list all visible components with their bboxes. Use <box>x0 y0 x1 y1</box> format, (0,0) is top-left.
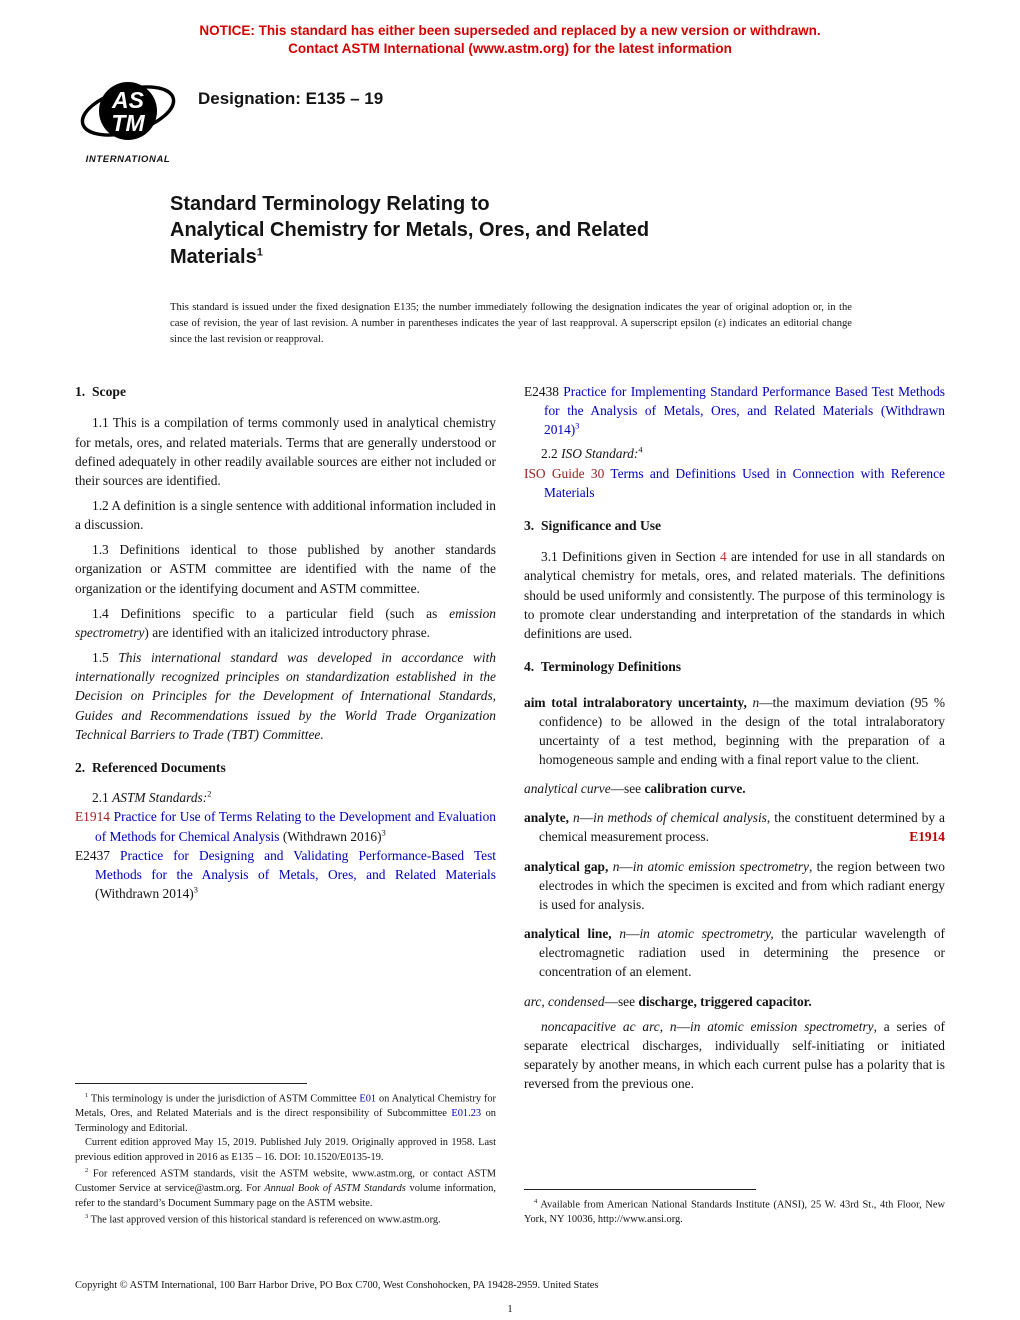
e1914-source-tag[interactable]: E1914 <box>909 829 945 845</box>
footnote-ref-3: 3 <box>193 885 198 895</box>
scope-1-4: 1.4 Definitions specific to a particular field (such as emission spectrometry) are identified with an italicized introductory phrase. <box>75 605 496 640</box>
astm-logo <box>72 73 184 165</box>
left-column <box>75 380 496 1228</box>
notice-line-1: NOTICE: This standard has either been superseded and replaced by a new version or withdrawn. <box>199 23 821 38</box>
footnote-2: $^2$ For referenced ASTM standards, visit the ASTM website, www.astm.org, or contact ASTM Customer Service at service@astm.org. For Annual Book of ASTM Standards volume information, refer to the standard’s Document Summary page on the ASTM website. <box>75 1166 496 1209</box>
footnote-ref-4: 4 <box>638 445 643 455</box>
reference-iso-guide-30 <box>524 464 945 502</box>
footnote-divider <box>75 1083 307 1084</box>
definition-analytical-gap: analytical gap, n—in atomic emission spectrometry, the region between two electrodes in which the specimen is excited and from which radiant energy is used for analysis. <box>524 858 945 912</box>
section-2-heading: 2. Referenced Documents <box>75 759 226 775</box>
svg-text:AS: AS <box>112 87 144 114</box>
svg-text:TM: TM <box>111 110 145 137</box>
footnote-divider <box>524 1189 756 1190</box>
section-4-link[interactable]: 4 <box>719 549 727 565</box>
footnote-3: $^3$ The last approved version of this historical standard is referenced on www.astm.org. <box>85 1212 441 1226</box>
definition-analyte: analyte, n—in methods of chemical analysis, the constituent determined by a chemical measurement process. E1914 <box>524 808 945 846</box>
document-header <box>72 73 1020 165</box>
astm-international-label: INTERNATIONAL <box>85 154 171 166</box>
italic-field-phrase: emission spectrometry <box>75 605 496 640</box>
footnote-ref-3: 3 <box>381 828 386 838</box>
issuance-paragraph: This standard is issued under the fixed designation E135; the number immediately following the designation indicates the year of original adoption or, in the case of revision, the year of last revision. A number in parentheses indicates the year of last reapproval. A superscript epsilon (ε) indicates an editorial change since the last revision or reapproval. <box>170 302 852 346</box>
right-footnotes <box>524 1189 945 1228</box>
iso-guide-30-title-link[interactable]: Terms and Definitions Used in Connection with Reference Materials <box>544 465 945 500</box>
section-3-heading: 3. Significance and Use <box>524 517 662 533</box>
scope-1-3: 1.3 Definitions identical to those published by another standards organization or ASTM committee are identified with the name of the organization or the identifying document and ASTM committee. <box>75 542 496 596</box>
footnote-1-edition: Current edition approved May 15, 2019. Published July 2019. Originally approved in 1958. Last previous edition approved in 2016 as E135 – 16. DOI: 10.1520/E0135-19. <box>75 1137 496 1164</box>
definition-aim-total-intralaboratory-uncertainty: aim total intralaboratory uncertainty, n—the maximum deviation (95 % confidence) to be allowed in the design of the total intralaboratory uncertainty of a test method, beginning with the preparation of a homogeneous sample and ending with a final report value to the client. <box>524 694 946 767</box>
e2438-title-link[interactable]: Practice for Implementing Standard Performance Based Test Methods for the Analysis of Metals, Ores, and Related Materials (Withdrawn 2014) <box>544 383 945 438</box>
reference-e1914: E1914 Practice for Use of Terms Relating to the Development and Evaluation of Methods for Chemical Analysis (Withdrawn 2016)$^3$ <box>75 809 496 844</box>
section-4-heading: 4. Terminology Definitions <box>524 659 682 675</box>
title-footnote-ref: 1 <box>256 246 263 259</box>
section-1-heading: 1. Scope <box>75 383 126 399</box>
iso-guide-30-designation-link[interactable]: ISO Guide 30 <box>524 465 605 481</box>
copyright-line: Copyright © ASTM International, 100 Barr Harbor Drive, PO Box C700, West Conshohocken, PA 19428-2959. United States <box>75 1279 599 1291</box>
astm-logo-icon <box>78 73 178 153</box>
supersession-notice <box>0 0 1020 57</box>
subcommittee-e0123-link[interactable]: E01.23 <box>451 1107 482 1119</box>
e2437-designation: E2437 <box>75 847 110 863</box>
e1914-title-link[interactable]: Practice for Use of Terms Relating to the Development and Evaluation of Methods for Chemical Analysis <box>95 809 496 844</box>
title-line-2: Analytical Chemistry for Metals, Ores, and Related <box>170 219 650 242</box>
e2437-title-link[interactable]: Practice for Designing and Validating Performance-Based Test Methods for the Analysis of Metals, Ores, and Related Materials <box>95 847 496 882</box>
definition-arc-condensed: arc, condensed—see discharge, triggered capacitor. <box>524 993 812 1009</box>
footnote-4: $^4$ Available from American National Standards Institute (ANSI), 25 W. 43rd St., 4th Floor, New York, NY 10036, http://www.ansi.org. <box>524 1197 945 1226</box>
subsection-2-1: 2.1 ASTM Standards:$^2$ <box>92 789 212 806</box>
committee-e01-link[interactable]: E01 <box>359 1093 377 1105</box>
document-title <box>170 191 810 270</box>
reference-e2437: E2437 Practice for Designing and Validating Performance-Based Test Methods for the Analysis of Metals, Ores, and Related Materials (Withdrawn 2014)$^3$ <box>75 847 496 902</box>
scope-1-2: 1.2 A definition is a single sentence with additional information included in a discussion. <box>75 498 496 533</box>
title-line-1: Standard Terminology Relating to <box>170 193 490 216</box>
right-column <box>524 380 945 1228</box>
definition-analytical-line: analytical line, n—in atomic spectrometry, the particular wavelength of electromagnetic radiation used in determining the presence or concentration of an element. <box>524 926 946 980</box>
footnote-ref-3: 3 <box>575 421 580 431</box>
title-line-3: Materials$^1$ <box>170 245 263 268</box>
e2438-designation: E2438 <box>524 383 559 399</box>
designation-label: Designation: E135 – 19 <box>198 89 384 109</box>
definition-noncapacitive-ac-arc: noncapacitive ac arc, n—in atomic emission spectrometry, a series of separate electrical discharges, individually self-initiating or initiated separately by another means, in which each current pulse has a polarity that is reversed from the previous one. <box>524 1018 946 1092</box>
scope-1-5: 1.5 This international standard was developed in accordance with internationally recognized principles on standardization established in the Decision on Principles for the Development of International Standards, Guides and Recommendations issued by the World Trade Organization Technical Barriers to Trade (TBT) Committee. <box>75 650 496 742</box>
footnote-1: $^1$ This terminology is under the jurisdiction of ASTM Committee E01 on Analytical Chemistry for Metals, Ores, and Related Materials and is the direct responsibility of Subcommittee E01.23 on Terminology and Editorial. <box>75 1091 496 1134</box>
e1914-designation-link[interactable]: E1914 <box>75 809 110 825</box>
left-footnotes <box>75 1083 496 1228</box>
page-number: 1 <box>507 1302 513 1315</box>
body-columns <box>75 380 945 1228</box>
reference-e2438 <box>524 382 945 439</box>
notice-line-2: Contact ASTM International (www.astm.org) for the latest information <box>288 40 732 56</box>
footnote-ref-2: 2 <box>207 789 212 799</box>
subsection-2-2: 2.2 ISO Standard:$^4$ <box>541 445 643 462</box>
significance-3-1: 3.1 Definitions given in Section 4 are intended for use in all standards on analytical chemistry for metals, ores, and related materials. The definitions should be used uniformly and consistently. The purpose of this terminology is to promote clear understanding and interpretation of the standards in which definitions are used. <box>524 549 945 641</box>
scope-1-1: 1.1 This is a compilation of terms commonly used in analytical chemistry for metals, ores, and related materials. Terms that are generally understood or defined adequately in other readily available sources are either not included or their sources are identified. <box>75 415 496 488</box>
definition-analytical-curve: analytical curve—see calibration curve. <box>524 781 746 797</box>
